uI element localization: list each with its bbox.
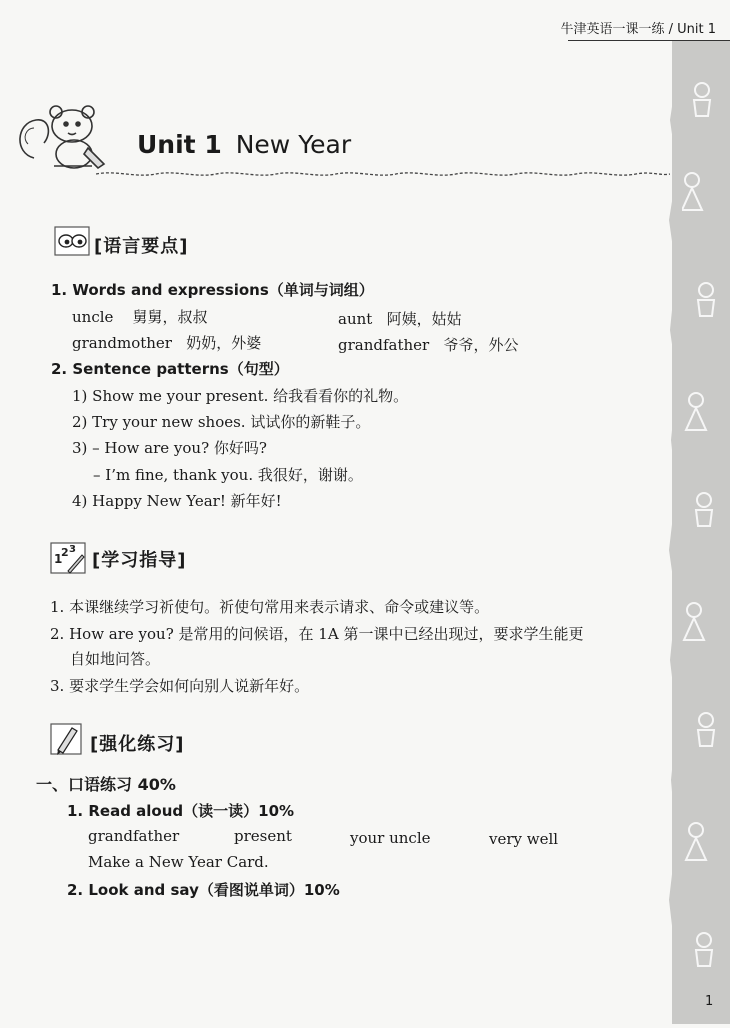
read-aloud-word: very well (489, 830, 559, 848)
word-item: aunt 阿姨，姑姑 (338, 310, 462, 328)
unit-number: Unit 1 (137, 130, 222, 159)
strip-torn-edge (664, 40, 682, 1024)
header-rule (568, 40, 730, 41)
sentence-item: 4) Happy New Year! 新年好! (72, 492, 282, 510)
guide-item: 自如地问答。 (70, 650, 161, 668)
words-heading: 1. Words and expressions（单词与词组） (51, 281, 374, 299)
section-title-study-guide: [学习指导] (92, 550, 187, 571)
read-aloud-sentence: Make a New Year Card. (88, 853, 269, 871)
read-aloud-heading: 1. Read aloud（读一读）10% (67, 802, 295, 820)
eyes-icon (54, 226, 90, 256)
read-aloud-word: present (234, 827, 292, 845)
read-aloud-word: your uncle (350, 829, 431, 847)
guide-item: 2. How are you? 是常用的问候语，在 1A 第一课中已经出现过，要求学生能更 (50, 625, 584, 643)
svg-text:1: 1 (54, 552, 63, 566)
numbers-icon (50, 541, 86, 575)
section-title-practice: [强化练习] (90, 734, 185, 755)
guide-item: 1. 本课继续学习祈使句。祈使句常用来表示请求、命令或建议等。 (50, 598, 490, 616)
sentence-item: – I’m fine, thank you. 我很好，谢谢。 (93, 466, 363, 484)
unit-title (137, 130, 351, 159)
pencil-icon (50, 722, 82, 756)
running-header: 牛津英语一课一练 / Unit 1 (560, 22, 716, 37)
title-wavy-rule (96, 168, 670, 180)
page-number: 1 (705, 994, 714, 1009)
sentence-item: 1) Show me your present. 给我看看你的礼物。 (72, 387, 409, 405)
svg-text:3: 3 (69, 544, 76, 555)
read-aloud-word: grandfather (88, 827, 180, 845)
sentence-item: 3) – How are you? 你好吗? (72, 439, 267, 457)
word-item: uncle 舅舅，叔叔 (72, 308, 208, 326)
word-item: grandmother 奶奶，外婆 (72, 334, 262, 352)
word-item: grandfather 爷爷，外公 (338, 336, 519, 354)
sentence-item: 2) Try your new shoes. 试试你的新鞋子。 (72, 413, 371, 431)
unit-name: New Year (235, 130, 352, 159)
practice-part-one: 一、口语练习 40% (36, 775, 176, 794)
look-and-say-heading: 2. Look and say（看图说单词）10% (67, 881, 340, 899)
guide-item: 3. 要求学生学会如何向别人说新年好。 (50, 677, 310, 695)
sentences-heading: 2. Sentence patterns（句型） (51, 360, 289, 378)
svg-text:2: 2 (61, 546, 69, 559)
squirrel-mascot-icon (14, 98, 114, 176)
section-title-language-points: [语言要点] (94, 236, 189, 257)
